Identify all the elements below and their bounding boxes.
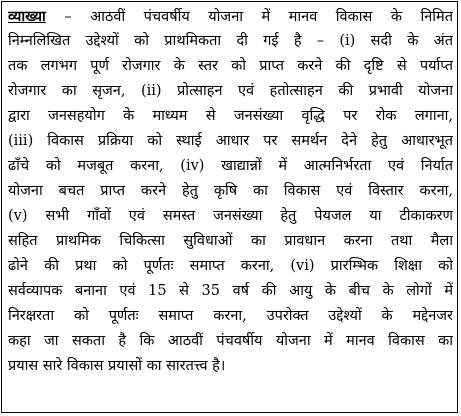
text-line-13: निरक्षरता को पूर्णतः समाप्त करना, उपरोक्त उद्देश्यों के मद्देनजर (8, 308, 453, 324)
text-line-3: तक लगभग पूर्ण रोजगार के स्तर को प्राप्त करने की दृष्टि से पर्याप्त (8, 58, 453, 74)
text-line-2: निम्नलिखित उद्देश्यों को प्राथमिकता दी गई है – (i) सदी के अंत (8, 33, 453, 49)
text-line-8: योजना बचत प्राप्त करने हेतु कृषि का विकास एवं विस्तार करना, (8, 183, 453, 199)
explanation-box (1, 1, 458, 413)
text-line-4: रोजगार का सृजन, (ii) प्रोत्साहन एवं हतोत्साहन की प्रभावी योजना (8, 83, 453, 99)
text-line-11: ढोने की प्रथा को पूर्णतः समाप्त करना, (vi) प्रारम्भिक शिक्षा को (8, 258, 453, 274)
text-line-5: द्वारा जनसहयोग के माध्यम से जनसंख्या वृद्धि पर रोक लगाना, (8, 108, 453, 124)
text-line-10: सहित प्राथमिक चिकित्सा सुविधाओं का प्रावधान करना तथा मैला (8, 233, 453, 249)
text-line-15: प्रयास सारे विकास प्रयासों का सारतत्त्व है। (8, 358, 226, 374)
text-line-1-body: – आठवीं पंचवर्षीय योजना में मानव विकास के निमित (64, 9, 453, 25)
text-line-7: ढाँचे को मजबूत करना, (iv) खाद्यान्नों में आत्मनिर्भरता एवं निर्यात (8, 158, 453, 174)
text-line-9: (v) सभी गाँवों एवं समस्त जनसंख्या हेतु पेयजल या टीकाकरण (8, 208, 453, 224)
text-line-12: सर्वव्यापक बनाना एवं 15 से 35 वर्ष की आयु के बीच के लोगों में (8, 283, 453, 299)
text-line-14: कहा जा सकता है कि आठवीं पंचवर्षीय योजना में मानव विकास का (8, 333, 453, 349)
text-line-6: (iii) विकास प्रक्रिया को स्थाई आधार पर समर्थन देने हेतु आधारभूत (8, 133, 453, 149)
explanation-heading: व्याख्या (8, 8, 46, 25)
text-line-1 (8, 4, 453, 29)
